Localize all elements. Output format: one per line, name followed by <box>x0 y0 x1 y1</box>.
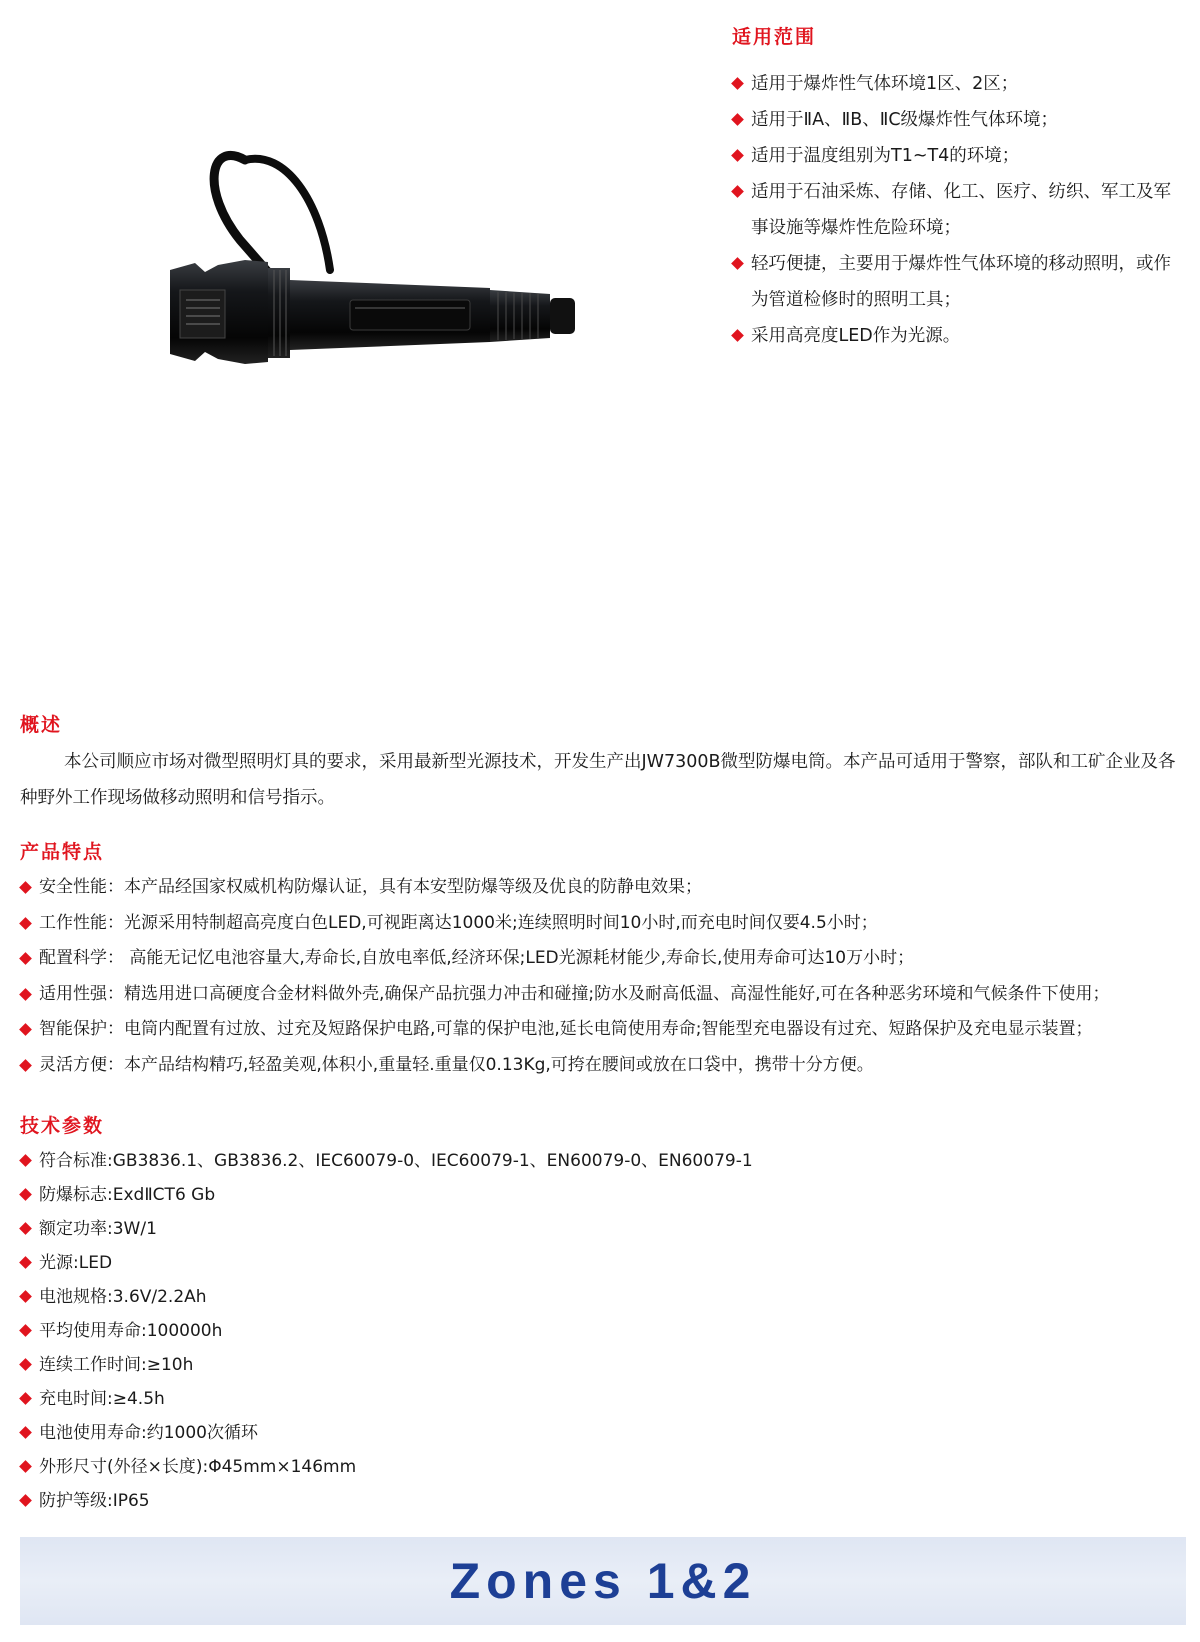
diamond-bullet-icon <box>19 1460 32 1473</box>
diamond-bullet-icon <box>731 185 744 198</box>
diamond-bullet-icon <box>19 1392 32 1405</box>
spec-item-text: 连续工作时间:≥10h <box>39 1355 194 1375</box>
diamond-bullet-icon <box>19 1188 32 1201</box>
diamond-bullet-icon <box>19 1059 32 1072</box>
specs-list <box>20 1144 920 1518</box>
scope-item-text: 适用于石油采炼、存储、化工、医疗、纺织、军工及军事设施等爆炸性危险环境； <box>751 182 1171 238</box>
list-item <box>20 1178 920 1212</box>
list-item <box>20 1048 1195 1084</box>
spec-item-text: 防护等级:IP65 <box>39 1491 150 1511</box>
diamond-bullet-icon <box>19 1154 32 1167</box>
list-item <box>20 1012 1195 1048</box>
list-item <box>20 1450 920 1484</box>
list-item <box>20 1212 920 1246</box>
spec-item-text: 电池使用寿命:约1000次循环 <box>39 1423 258 1443</box>
scope-list <box>732 66 1182 354</box>
scope-item-text: 适用于爆炸性气体环境1区、2区； <box>751 74 1019 94</box>
scope-item-text: 轻巧便捷，主要用于爆炸性气体环境的移动照明，或作为管道检修时的照明工具； <box>751 254 1171 310</box>
spec-item-text: 外形尺寸(外径×长度):Φ45mm×146mm <box>39 1457 357 1477</box>
spec-item-text: 防爆标志:ExdⅡCT6 Gb <box>39 1185 216 1205</box>
list-item <box>20 1280 920 1314</box>
zones-banner <box>20 1537 1186 1625</box>
list-item <box>732 138 1182 174</box>
list-item <box>20 870 1195 906</box>
diamond-bullet-icon <box>19 1426 32 1439</box>
list-item <box>20 977 1195 1013</box>
list-item <box>20 1416 920 1450</box>
diamond-bullet-icon <box>19 1358 32 1371</box>
spec-item-text: 额定功率:3W/1 <box>39 1219 157 1239</box>
flashlight-product-image <box>150 130 620 430</box>
feature-item-text: 配置科学： 高能无记忆电池容量大,寿命长,自放电率低,经济环保;LED光源耗材能少,寿命长,使用寿命可达10万小时； <box>39 948 915 969</box>
diamond-bullet-icon <box>19 952 32 965</box>
spec-item-text: 电池规格:3.6V/2.2Ah <box>39 1287 207 1307</box>
banner-text: Zones 1&2 <box>449 1553 757 1609</box>
feature-item-text: 智能保护：电筒内配置有过放、过充及短路保护电路,可靠的保护电池,延长电筒使用寿命;智能型充电器设有过充、短路保护及充电显示装置； <box>39 1019 1093 1040</box>
list-item <box>20 1314 920 1348</box>
diamond-bullet-icon <box>731 113 744 126</box>
spec-item-text: 充电时间:≥4.5h <box>39 1389 165 1409</box>
list-item <box>20 1144 920 1178</box>
feature-item-text: 安全性能：本产品经国家权威机构防爆认证，具有本安型防爆等级及优良的防静电效果； <box>39 877 702 897</box>
diamond-bullet-icon <box>731 329 744 342</box>
scope-item-text: 采用高亮度LED作为光源。 <box>751 326 961 346</box>
diamond-bullet-icon <box>731 149 744 162</box>
spec-item-text: 平均使用寿命:100000h <box>39 1321 223 1341</box>
list-item <box>732 66 1182 102</box>
diamond-bullet-icon <box>19 881 32 894</box>
list-item <box>732 246 1182 318</box>
diamond-bullet-icon <box>19 988 32 1001</box>
features-list <box>20 870 1195 1084</box>
feature-item-text: 工作性能：光源采用特制超高亮度白色LED,可视距离达1000米;连续照明时间10小时,而充电时间仅要4.5小时； <box>39 912 878 933</box>
list-item <box>732 318 1182 354</box>
list-item <box>20 906 1195 942</box>
diamond-bullet-icon <box>19 1494 32 1507</box>
diamond-bullet-icon <box>19 1222 32 1235</box>
diamond-bullet-icon <box>19 1256 32 1269</box>
list-item <box>20 1348 920 1382</box>
diamond-bullet-icon <box>731 77 744 90</box>
overview-paragraph: 本公司顺应市场对微型照明灯具的要求，采用最新型光源技术，开发生产出JW7300B微型防爆电筒。本产品可适用于警察，部队和工矿企业及各种野外工作现场做移动照明和信号指示。 <box>20 752 1176 808</box>
specs-heading: 技术参数 <box>20 1115 105 1137</box>
spec-item-text: 光源:LED <box>39 1253 113 1273</box>
feature-item-text: 灵活方便：本产品结构精巧,轻盈美观,体积小,重量轻.重量仅0.13Kg,可挎在腰间或放在口袋中，携带十分方便。 <box>39 1054 874 1075</box>
scope-heading: 适用范围 <box>732 26 817 48</box>
diamond-bullet-icon <box>731 257 744 270</box>
overview-heading: 概述 <box>20 714 63 736</box>
list-item <box>732 174 1182 246</box>
list-item <box>20 1484 920 1518</box>
list-item <box>20 1246 920 1280</box>
diamond-bullet-icon <box>19 1290 32 1303</box>
list-item <box>20 941 1195 977</box>
diamond-bullet-icon <box>19 1324 32 1337</box>
features-heading: 产品特点 <box>20 841 105 863</box>
scope-item-text: 适用于ⅡA、ⅡB、ⅡC级爆炸性气体环境； <box>751 110 1059 130</box>
feature-item-text: 适用性强：精选用进口高硬度合金材料做外壳,确保产品抗强力冲击和碰撞;防水及耐高低温、高湿性能好,可在各种恶劣环境和气候条件下使用； <box>39 983 1110 1004</box>
diamond-bullet-icon <box>19 917 32 930</box>
list-item <box>20 1382 920 1416</box>
diamond-bullet-icon <box>19 1024 32 1037</box>
spec-item-text: 符合标准:GB3836.1、GB3836.2、IEC60079-0、IEC60079-1、EN60079-0、EN60079-1 <box>39 1151 753 1171</box>
list-item <box>732 102 1182 138</box>
scope-item-text: 适用于温度组别为T1~T4的环境； <box>751 146 1020 166</box>
